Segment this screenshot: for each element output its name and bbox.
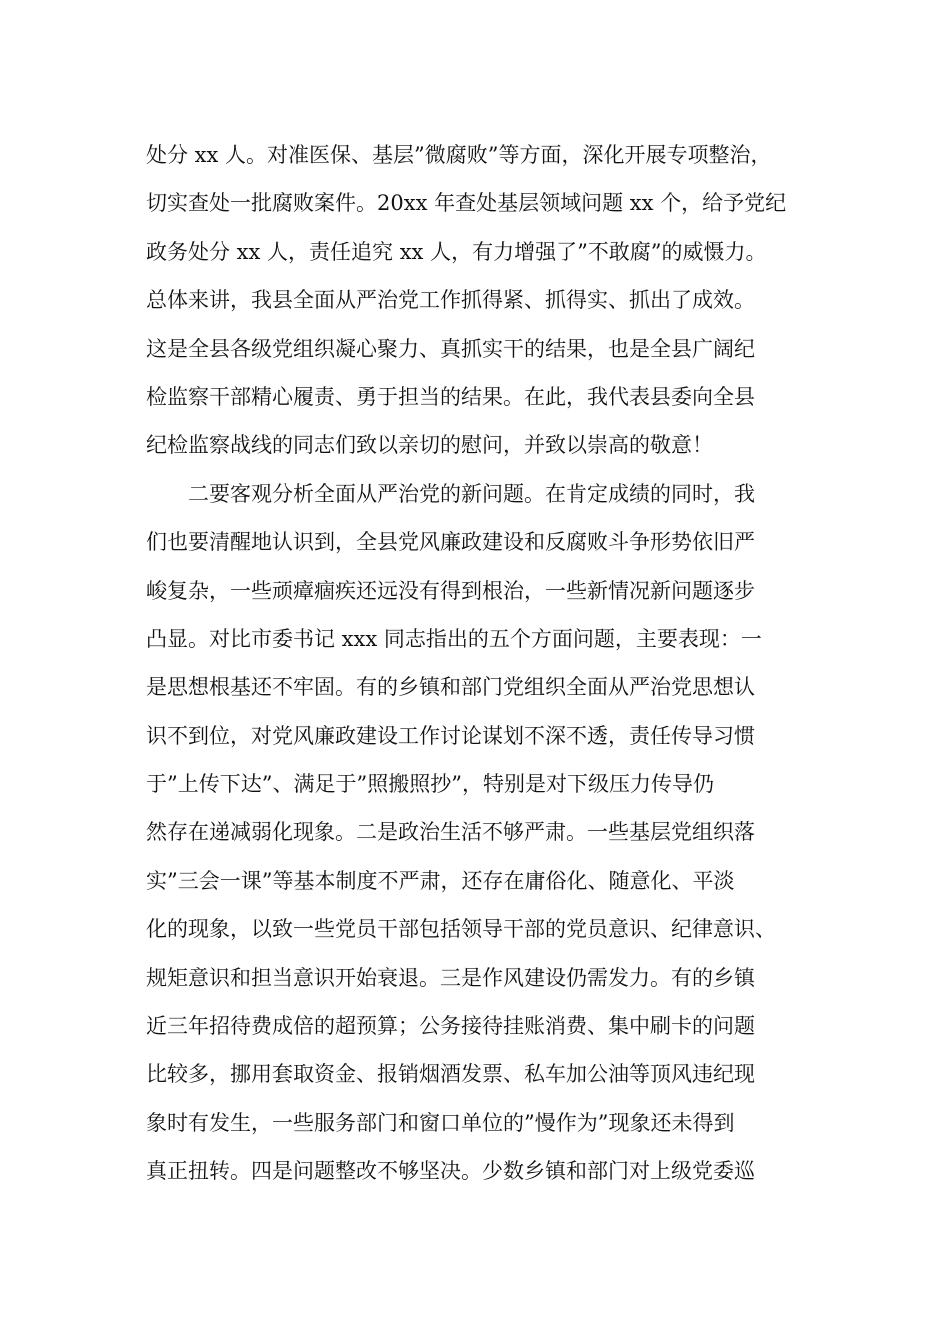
text-line-12: 是思想根基还不牢固。有的乡镇和部门党组织全面从严治党思想认	[146, 675, 755, 700]
text-line-6: 检监察干部精心履责、勇于担当的结果。在此，我代表县委向全县	[146, 384, 755, 409]
text-line-4: 总体来讲，我县全面从严治党工作抓得紧、抓得实、抓出了成效。	[146, 288, 755, 313]
text-line-1: 处分 xx 人。对准医保、基层”微腐败”等方面，深化开展专项整治，	[146, 143, 772, 167]
text-line-19: 近三年招待费成倍的超预算；公务接待挂账消费、集中刷卡的问题	[146, 1014, 755, 1039]
text-line-21: 象时有发生，一些服务部门和窗口单位的”慢作为”现象还未得到	[146, 1110, 735, 1135]
text-line-14: 于”上传下达”、满足于”照搬照抄”，特别是对下级压力传导仍	[146, 772, 714, 797]
text-line-11: 凸显。对比市委书记 xxx 同志指出的五个方面问题，主要表现：一	[146, 626, 762, 651]
text-line-7: 纪检监察战线的同志们致以亲切的慰问，并致以崇高的敬意！	[146, 433, 713, 458]
text-line-8: 二要客观分析全面从严治党的新问题。在肯定成绩的同时，我	[146, 481, 755, 506]
text-line-3: 政务处分 xx 人，责任追究 xx 人，有力增强了”不敢腐”的威慑力。	[146, 239, 767, 264]
document-body	[146, 131, 826, 1196]
text-line-13: 识不到位，对党风廉政建设工作讨论谋划不深不透，责任传导习惯	[146, 723, 755, 748]
text-line-20: 比较多，挪用套取资金、报销烟酒发票、私车加公油等顶风违纪现	[146, 1062, 755, 1087]
text-line-5: 这是全县各级党组织凝心聚力、真抓实干的结果，也是全县广阔纪	[146, 336, 755, 361]
text-line-18: 规矩意识和担当意识开始衰退。三是作风建设仍需发力。有的乡镇	[146, 965, 755, 990]
text-line-17: 化的现象，以致一些党员干部包括领导干部的党员意识、纪律意识、	[146, 917, 776, 942]
text-line-2: 切实查处一批腐败案件。20xx 年查处基层领域问题 xx 个，给予党纪	[146, 191, 787, 216]
text-line-22: 真正扭转。四是问题整改不够坚决。少数乡镇和部门对上级党委巡	[146, 1159, 755, 1184]
text-line-9: 们也要清醒地认识到，全县党风廉政建设和反腐败斗争形势依旧严	[146, 530, 755, 555]
text-line-16: 实”三会一课”等基本制度不严肃，还存在庸俗化、随意化、平淡	[146, 868, 735, 893]
text-line-15: 然存在递减弱化现象。二是政治生活不够严肃。一些基层党组织落	[146, 820, 755, 845]
text-line-10: 峻复杂，一些顽瘴痼疾还远没有得到根治，一些新情况新问题逐步	[146, 578, 755, 603]
